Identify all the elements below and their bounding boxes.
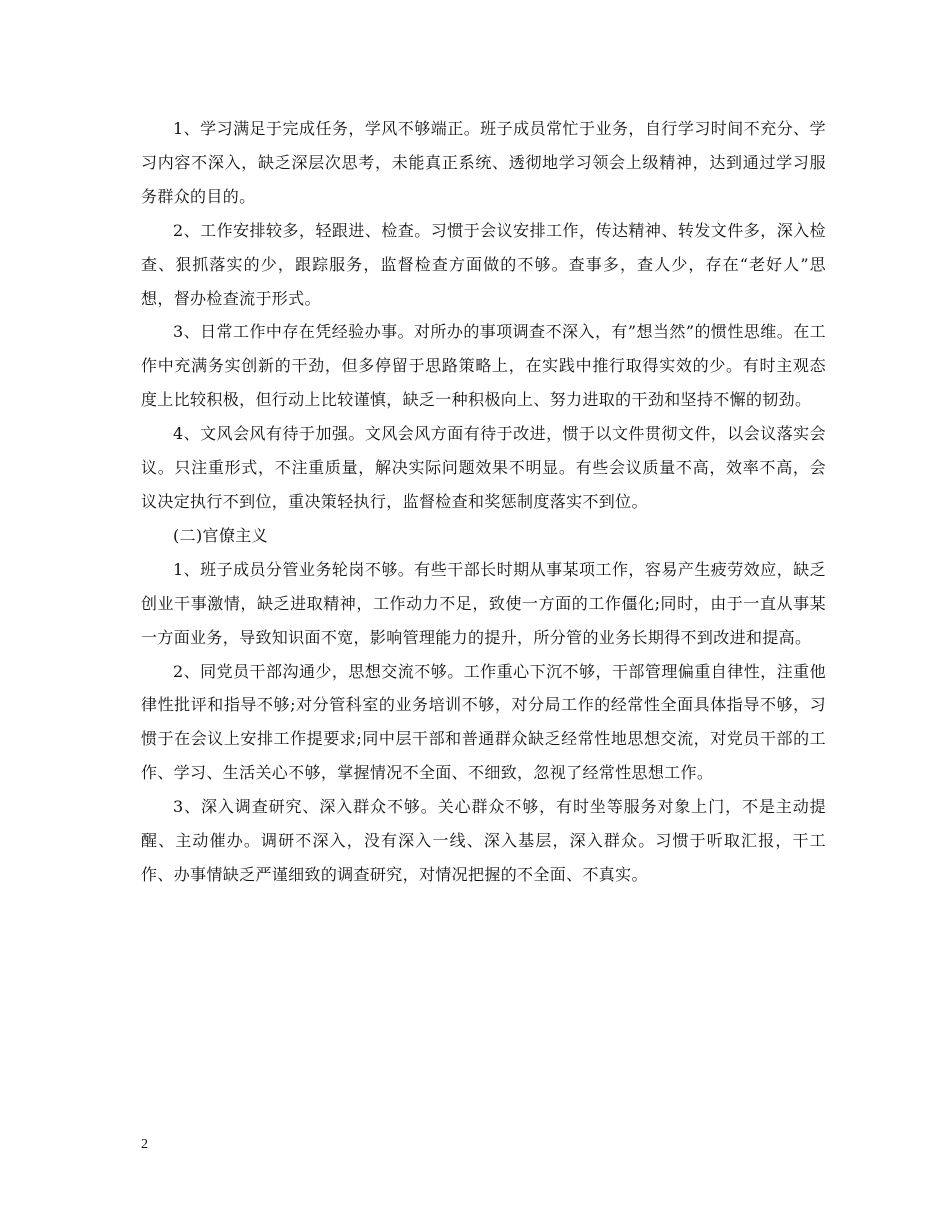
paragraph-4: 4、文风会风有待于加强。文风会风方面有待于改进，惯于以文件贯彻文件，以会议落实会议。只注重形式，不注重质量，解决实际问题效果不明显。有些会议质量不高，效率不高，会议决定执行不到位，重决策轻执行，监督检查和奖惩制度落实不到位。 bbox=[141, 424, 826, 511]
document-body bbox=[141, 112, 826, 892]
paragraph-3: 3、日常工作中存在凭经验办事。对所办的事项调查不深入，有”想当然”的惯性思维。在工作中充满务实创新的干劲，但多停留于思路策略上，在实践中推行取得实效的少。有时主观态度上比较积极，但行动上比较谨慎，缺乏一种积极向上、努力进取的干劲和坚持不懈的韧劲。 bbox=[141, 322, 826, 410]
paragraph-7: 3、深入调查研究、深入群众不够。关心群众不够，有时坐等服务对象上门，不是主动提醒、主动催办。调研不深入，没有深入一线、深入基层，深入群众。习惯于听取汇报，干工作、办事情缺乏严谨细致的调查研究，对情况把握的不全面、不真实。 bbox=[141, 797, 826, 884]
paragraph-6: 2、同党员干部沟通少，思想交流不够。工作重心下沉不够，干部管理偏重自律性，注重他律性批评和指导不够;对分管科室的业务培训不够，对分局工作的经常性全面具体指导不够，习惯于在会议上安排工作提要求;同中层干部和普通群众缺乏经常性地思想交流，对党员干部的工作、学习、生活关心不够，掌握情况不全面、不细致，忽视了经常性思想工作。 bbox=[141, 661, 826, 783]
page-number: 2 bbox=[141, 1137, 148, 1152]
section-heading: (二)官僚主义 bbox=[173, 525, 268, 545]
paragraph-1: 1、学习满足于完成任务，学风不够端正。班子成员常忙于业务，自行学习时间不充分、学习内容不深入，缺乏深层次思考，未能真正系统、透彻地学习领会上级精神，达到通过学习服务群众的目的。 bbox=[141, 119, 826, 206]
paragraph-5: 1、班子成员分管业务轮岗不够。有些干部长时期从事某项工作，容易产生疲劳效应，缺乏创业干事激情，缺乏进取精神，工作动力不足，致使一方面的工作僵化;同时，由于一直从事某一方面业务，导致知识面不宽，影响管理能力的提升，所分管的业务长期得不到改进和提高。 bbox=[141, 559, 826, 647]
paragraph-2: 2、工作安排较多，轻跟进、检查。习惯于会议安排工作，传达精神、转发文件多，深入检查、狠抓落实的少，跟踪服务，监督检查方面做的不够。查事多，查人少，存在“老好人”思想，督办检查流于形式。 bbox=[141, 220, 826, 308]
